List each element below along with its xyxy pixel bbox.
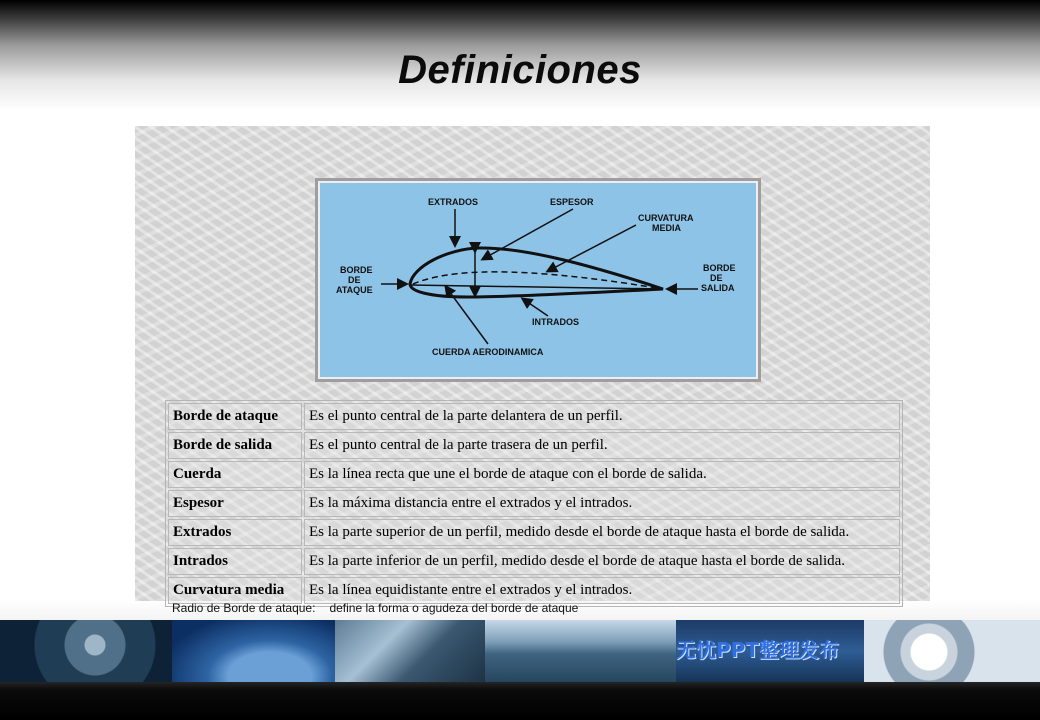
definition-text: Es el punto central de la parte trasera de un perfil.: [304, 432, 900, 459]
table-row: [168, 490, 900, 517]
definition-term: Cuerda: [168, 461, 302, 488]
footer-tech-image: [335, 620, 485, 682]
label-borde-ataque-1: BORDE: [340, 265, 373, 275]
airfoil-svg: [318, 181, 752, 373]
definition-text: Es la línea equidistante entre el extrados y el intrados.: [304, 577, 900, 604]
definition-term: Intrados: [168, 548, 302, 575]
footer-globe-image: [864, 620, 1040, 682]
footer-earth-image: [172, 620, 335, 682]
definition-text: Es el punto central de la parte delantera de un perfil.: [304, 403, 900, 430]
definitions-table: [165, 400, 903, 607]
label-borde-salida-2: DE: [710, 273, 723, 283]
footer-landscape-image: [485, 620, 676, 682]
label-cuerda: CUERDA AERODINAMICA: [432, 347, 544, 357]
definition-text: Es la parte inferior de un perfil, medido desde el borde de ataque hasta el borde de salida.: [304, 548, 900, 575]
label-borde-salida-3: SALIDA: [701, 283, 735, 293]
definition-term: Extrados: [168, 519, 302, 546]
footnote-text: define la forma o agudeza del borde de ataque: [329, 601, 579, 615]
footer-compass-image: [0, 620, 172, 682]
label-espesor: ESPESOR: [550, 197, 594, 207]
definition-term: Borde de salida: [168, 432, 302, 459]
label-borde-ataque-3: ATAQUE: [336, 285, 373, 295]
definition-text: Es la máxima distancia entre el extrados y el intrados.: [304, 490, 900, 517]
table-row: [168, 519, 900, 546]
page-title: Definiciones: [398, 48, 642, 92]
label-extrados: EXTRADOS: [428, 197, 479, 207]
table-row: [168, 403, 900, 430]
footnote-label: Radio de Borde de ataque:: [172, 601, 316, 615]
definition-term: Curvatura media: [168, 577, 302, 604]
table-row: [168, 548, 900, 575]
definition-text: Es la parte superior de un perfil, medido desde el borde de ataque hasta el borde de salida.: [304, 519, 900, 546]
table-row: [168, 577, 900, 604]
definition-term: Espesor: [168, 490, 302, 517]
definition-term: Borde de ataque: [168, 403, 302, 430]
definition-text: Es la línea recta que une el borde de ataque con el borde de salida.: [304, 461, 900, 488]
label-borde-salida-1: BORDE: [703, 263, 736, 273]
airfoil-diagram: [315, 178, 761, 382]
label-curvatura-1: CURVATURA: [638, 213, 694, 223]
content-panel: [135, 126, 930, 601]
label-curvatura-2: MEDIA: [652, 223, 681, 233]
footer-watermark: 无忧PPT整理发布: [676, 638, 839, 662]
footer-image-strip: [0, 620, 1040, 682]
table-row: [168, 461, 900, 488]
table-row: [168, 432, 900, 459]
label-borde-ataque-2: DE: [348, 275, 361, 285]
footnote: [172, 601, 578, 615]
label-intrados: INTRADOS: [532, 317, 579, 327]
